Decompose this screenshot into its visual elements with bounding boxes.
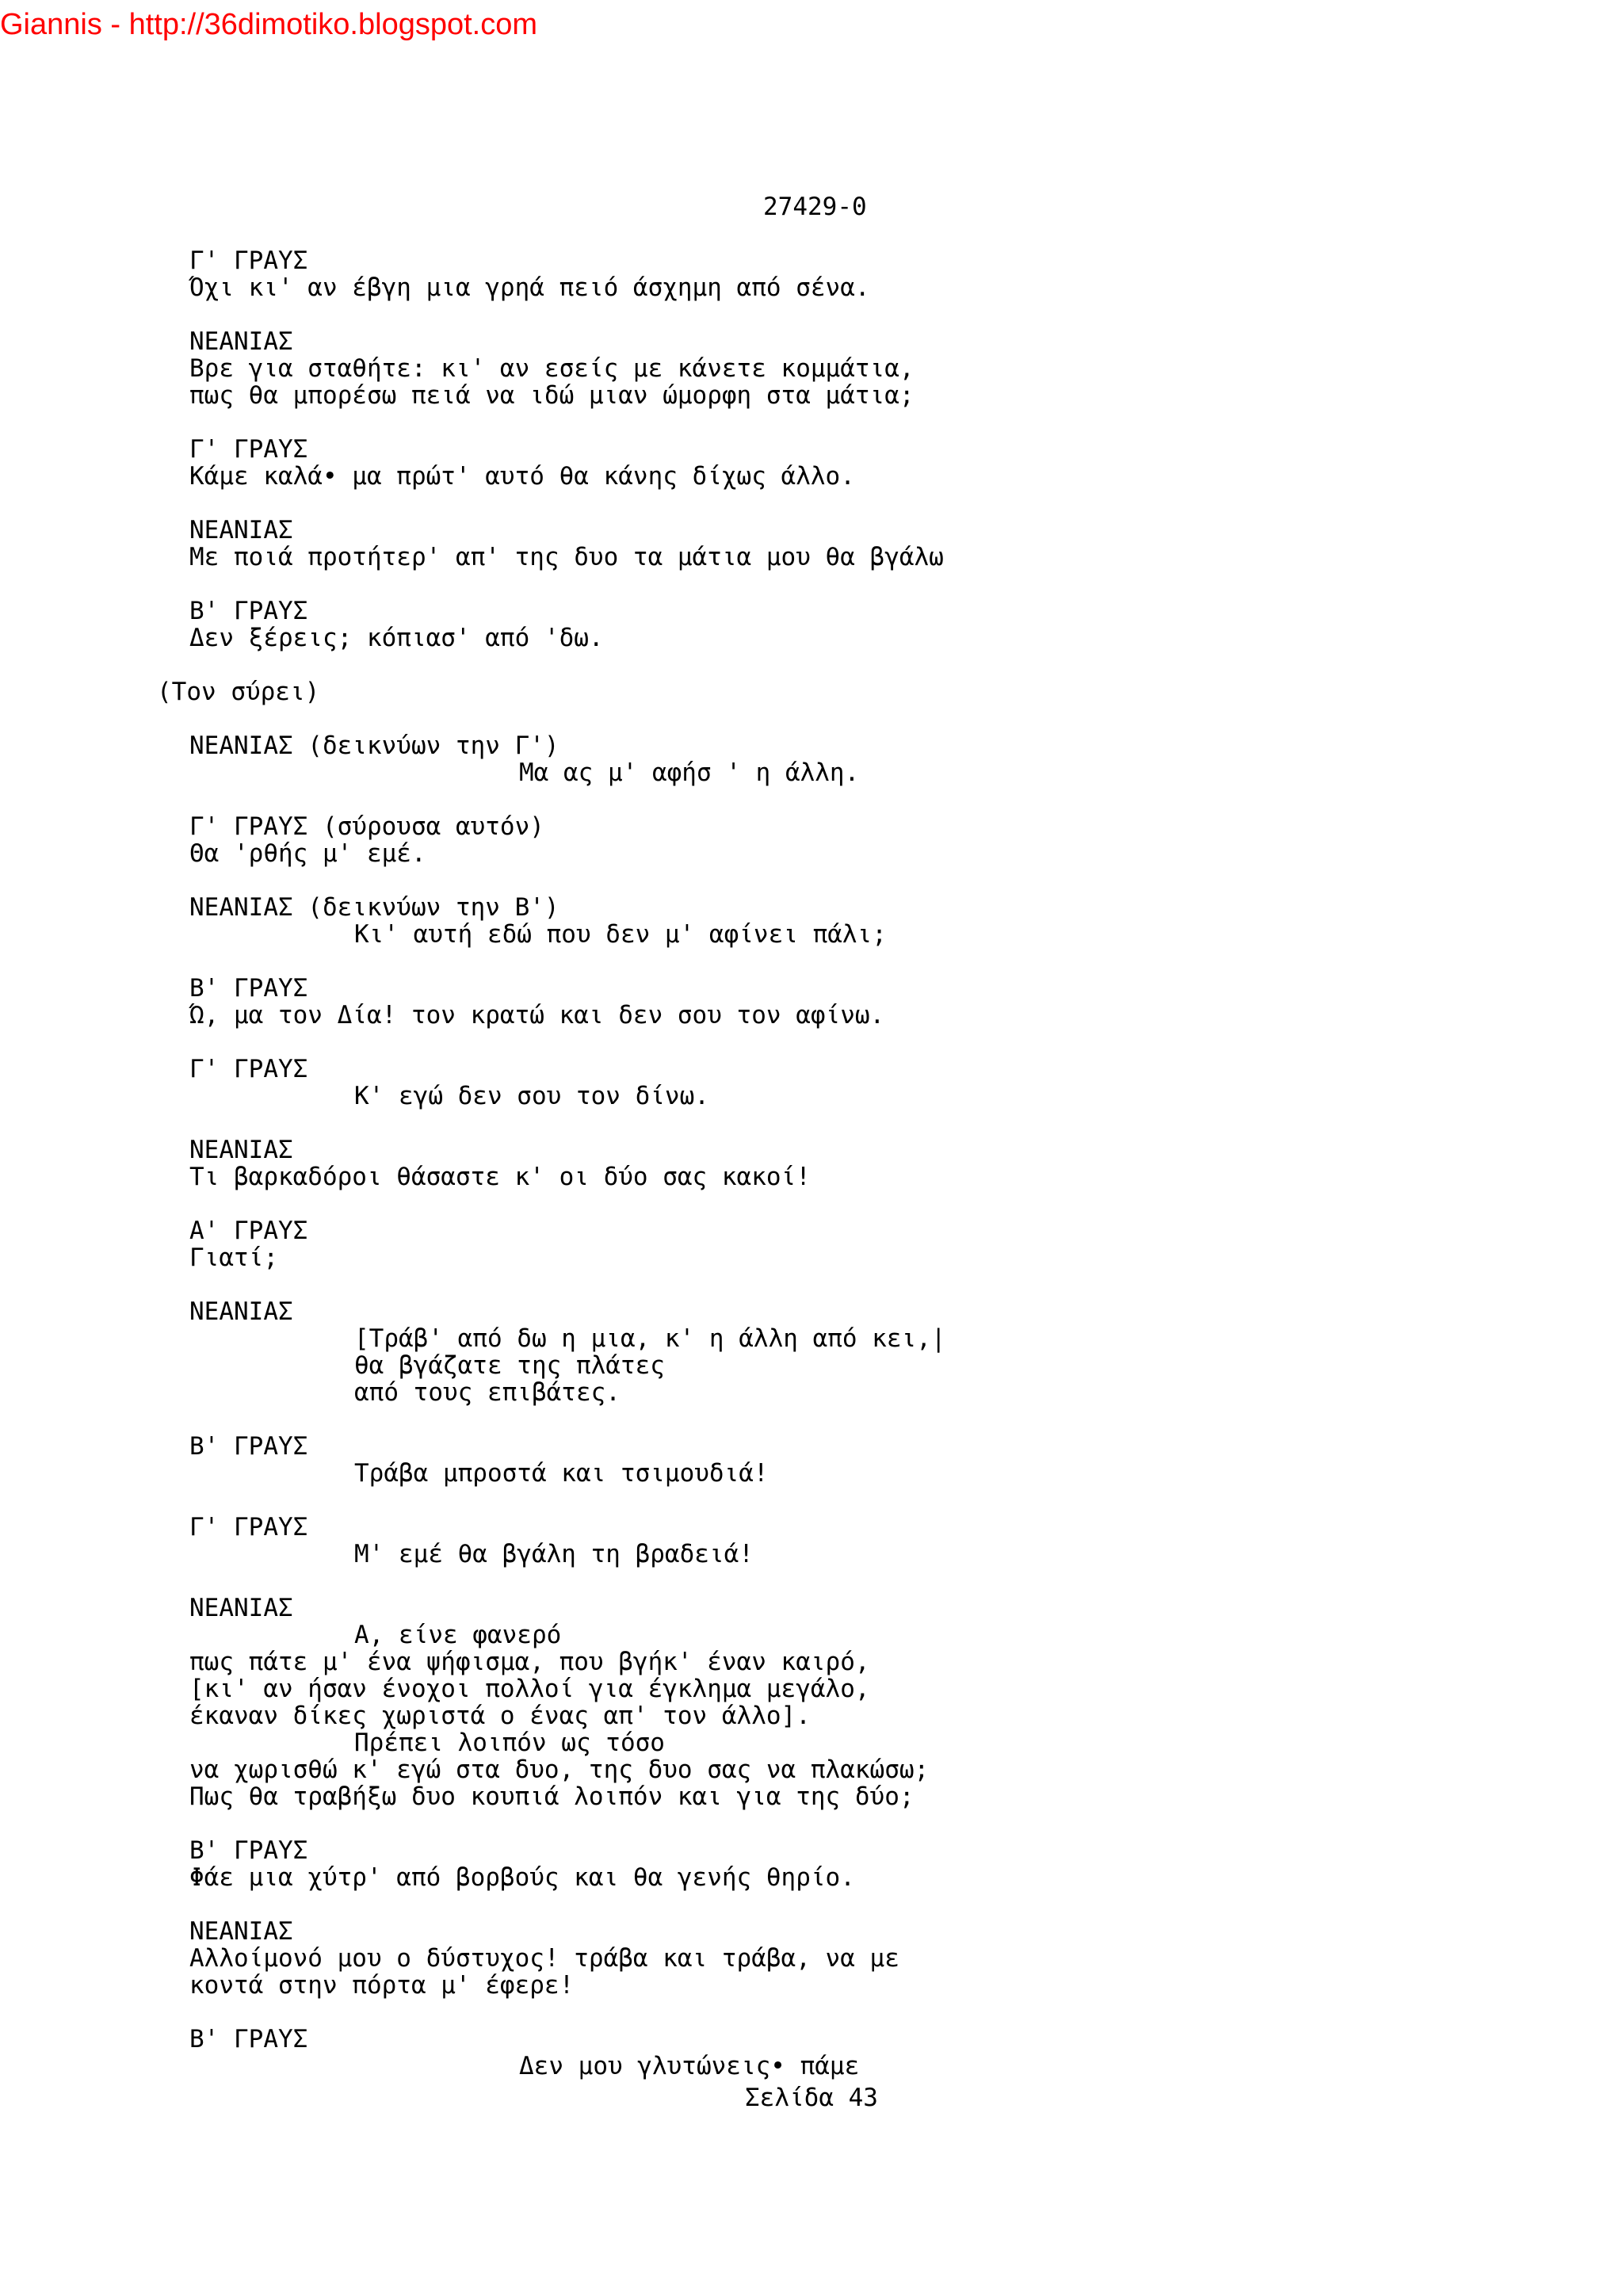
dialogue-line: Όχι κι' αν έβγη μια γρηά πειό άσχημη από σένα. — [189, 273, 870, 302]
dialogue-line: πως θα μπορέσω πειά να ιδώ μιαν ώμορφη στα μάτια; — [189, 381, 915, 410]
dialogue-line: Τι βαρκαδόροι θάσαστε κ' οι δύο σας κακοί! — [189, 1163, 811, 1191]
document-id: 27429-0 — [763, 193, 867, 221]
dialogue-line: [Τράβ' από δω η μια, κ' η άλλη από κει,| — [354, 1324, 946, 1353]
speaker-label: Γ' ΓΡΑΥΣ (σύρουσα αυτόν) — [189, 812, 544, 841]
dialogue-line: Κι' αυτή εδώ που δεν μ' αφίνει πάλι; — [354, 920, 887, 949]
speaker-label: ΝΕΑΝΙΑΣ (δεικνύων την Β') — [189, 893, 559, 922]
dialogue-line: Μ' εμέ θα βγάλη τη βραδειά! — [354, 1540, 754, 1568]
dialogue-line: Δεν ξέρεις; κόπιασ' από 'δω. — [189, 624, 604, 652]
dialogue-line: Αλλοίμονό μου ο δύστυχος! τράβα και τράβα, να με — [189, 1944, 899, 1973]
speaker-label: ΝΕΑΝΙΑΣ — [189, 327, 293, 356]
speaker-label: Γ' ΓΡΑΥΣ — [189, 435, 308, 464]
dialogue-line: Κάμε καλά• μα πρώτ' αυτό θα κάνης δίχως άλλο. — [189, 462, 855, 491]
speaker-label: Γ' ΓΡΑΥΣ — [189, 246, 308, 275]
dialogue-line: Βρε για σταθήτε: κι' αν εσείς με κάνετε κομμάτια, — [189, 354, 915, 383]
speaker-label: Β' ΓΡΑΥΣ — [189, 1432, 308, 1461]
speaker-label: Β' ΓΡΑΥΣ — [189, 1836, 308, 1865]
speaker-label: Α' ΓΡΑΥΣ — [189, 1217, 308, 1245]
speaker-label: Γ' ΓΡΑΥΣ — [189, 1513, 308, 1541]
speaker-label: ΝΕΑΝΙΑΣ — [189, 1297, 293, 1326]
dialogue-line: Θα 'ρθής μ' εμέ. — [189, 839, 426, 868]
dialogue-line: Κ' εγώ δεν σου τον δίνω. — [354, 1082, 709, 1110]
dialogue-line: Με ποιά προτήτερ' απ' της δυο τα μάτια μου θα βγάλω — [189, 543, 944, 571]
speaker-label: ΝΕΑΝΙΑΣ — [189, 1917, 293, 1946]
speaker-label: ΝΕΑΝΙΑΣ — [189, 1136, 293, 1164]
watermark-link[interactable]: Giannis - http://36dimotiko.blogspot.com — [0, 8, 538, 41]
dialogue-line: Ώ, μα τον Δία! τον κρατώ και δεν σου τον αφίνω. — [189, 1001, 885, 1030]
dialogue-line: Γιατί; — [189, 1244, 278, 1272]
dialogue-line: από τους επιβάτες. — [354, 1378, 621, 1407]
dialogue-line: Πως θα τραβήξω δυο κουπιά λοιπόν και για της δύο; — [189, 1782, 915, 1811]
speaker-label: Β' ΓΡΑΥΣ — [189, 597, 308, 625]
dialogue-line: να χωρισθώ κ' εγώ στα δυο, της δυο σας να πλακώσω; — [189, 1755, 930, 1784]
speaker-label: Β' ΓΡΑΥΣ — [189, 2025, 308, 2053]
dialogue-line: Α, είνε φανερό — [354, 1621, 562, 1649]
dialogue-line: κοντά στην πόρτα μ' έφερε! — [189, 1971, 575, 2000]
dialogue-line: Μα ας μ' αφήσ ' η άλλη. — [519, 758, 860, 787]
dialogue-line: έκαναν δίκες χωριστά ο ένας απ' τον άλλο]. — [189, 1702, 811, 1730]
dialogue-line: Πρέπει λοιπόν ως τόσο — [354, 1729, 665, 1757]
dialogue-line: πως πάτε μ' ένα ψήφισμα, που βγήκ' έναν καιρό, — [189, 1648, 870, 1676]
dialogue-line: Φάε μια χύτρ' από βορβούς και θα γενής θηρίο. — [189, 1863, 855, 1892]
page-number: Σελίδα 43 — [745, 2084, 878, 2112]
dialogue-line: θα βγάζατε της πλάτες — [354, 1351, 665, 1380]
speaker-label: Β' ΓΡΑΥΣ — [189, 974, 308, 1003]
dialogue-line: [κι' αν ήσαν ένοχοι πολλοί για έγκλημα μεγάλο, — [189, 1675, 870, 1703]
speaker-label: ΝΕΑΝΙΑΣ — [189, 516, 293, 544]
speaker-label: Γ' ΓΡΑΥΣ — [189, 1055, 308, 1083]
stage-direction: (Τον σύρει) — [157, 678, 320, 706]
speaker-label: ΝΕΑΝΙΑΣ (δεικνύων την Γ') — [189, 732, 559, 760]
dialogue-line: Δεν μου γλυτώνεις• πάμε — [519, 2052, 860, 2080]
speaker-label: ΝΕΑΝΙΑΣ — [189, 1594, 293, 1622]
dialogue-line: Τράβα μπροστά και τσιμουδιά! — [354, 1459, 769, 1488]
